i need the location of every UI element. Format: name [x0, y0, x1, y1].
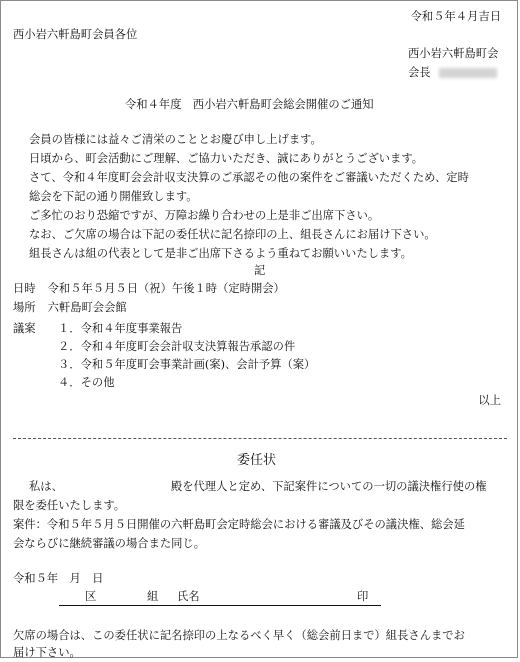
ki-heading: 記 — [254, 264, 266, 277]
place-label: 場所 — [13, 301, 36, 314]
seal-mark: 印 — [357, 590, 369, 603]
proxy-line-1b: 殿を代理人と定め、下記案件についての一切の議決権行使の権 — [170, 480, 487, 493]
sender-title: 会長 — [408, 66, 431, 79]
agenda-item-1: １．令和４年度事業報告 — [58, 322, 183, 335]
agenda-item-2: ２．令和４年度町会会計収支決算報告承認の件 — [58, 340, 296, 353]
issue-date: 令和５年４月吉日 — [410, 10, 501, 23]
place-value: 六軒島町会会館 — [47, 301, 127, 314]
body-line-3: さて、令和４年度町会会計収支決算のご承認その他の案件をご審議いただくため、定時 — [29, 171, 469, 184]
body-line-7: 組長さんは組の代表として是非ご出席下さるよう重ねてお願いいたします。 — [29, 247, 412, 260]
proxy-date: 令和５年 月 日 — [13, 572, 104, 585]
agenda-item-4: ４．その他 — [58, 376, 115, 389]
redacted-name — [439, 68, 497, 78]
kumi-label: 組 — [147, 590, 159, 603]
place-row — [13, 298, 127, 317]
proxy-line-2: 限を委任いたします。 — [13, 499, 126, 512]
proxy-title: 委任状 — [237, 453, 277, 468]
body-line-2: 日頃から、町会活動にご理解、ご協力いただき、誠にありがとうございます。 — [29, 152, 424, 165]
shimei-label: 氏名 — [177, 590, 200, 603]
recipient: 西小岩六軒島町会員各位 — [13, 28, 138, 41]
proxy-note-2: 届け下さい。 — [13, 646, 81, 659]
notice-title: 令和４年度 西小岩六軒島町会総会開催のご通知 — [125, 98, 374, 111]
ijo-closing: 以上 — [478, 394, 501, 407]
agenda-label: 議案 — [13, 322, 36, 335]
body-line-6: なお、ご欠席の場合は下記の委任状に記名捺印の上、組長さんにお届け下さい。 — [29, 228, 436, 241]
datetime-row — [13, 279, 285, 298]
body-line-5: ご多忙のおり恐縮ですが、万障お繰り合わせの上是非ご出席下さい。 — [29, 209, 380, 222]
proxy-line-3: 案件：令和５年５月５日開催の六軒島町会定時総会における審議及びその議決権、総会延 — [13, 518, 465, 531]
body-line-4: 総会を下記の通り開催致します。 — [29, 190, 198, 203]
sender-org: 西小岩六軒島町会 — [408, 47, 499, 60]
proxy-line-1a: 私は、 — [29, 480, 63, 493]
ku-label: 区 — [85, 590, 97, 603]
sender-name-line — [408, 63, 497, 82]
agenda-item-3: ３．令和５年度町会事業計画(案)、会計予算（案） — [58, 358, 316, 371]
datetime-value: 令和５年５月５日（祝）午後１時（定時開会） — [47, 282, 285, 295]
signature-line — [59, 587, 381, 606]
datetime-label: 日時 — [13, 282, 36, 295]
cut-line — [13, 438, 507, 439]
proxy-line-4: 会ならびに継続審議の場合また同じ。 — [13, 537, 206, 550]
proxy-note-1: 欠席の場合は、この委任状に記名捺印の上なるべく早く（総会前日まで）組長さんまでお — [13, 629, 465, 642]
body-line-1: 会員の皆様には益々ご清栄のこととお慶び申し上げます。 — [29, 133, 322, 146]
proxy-line-1 — [29, 477, 487, 496]
